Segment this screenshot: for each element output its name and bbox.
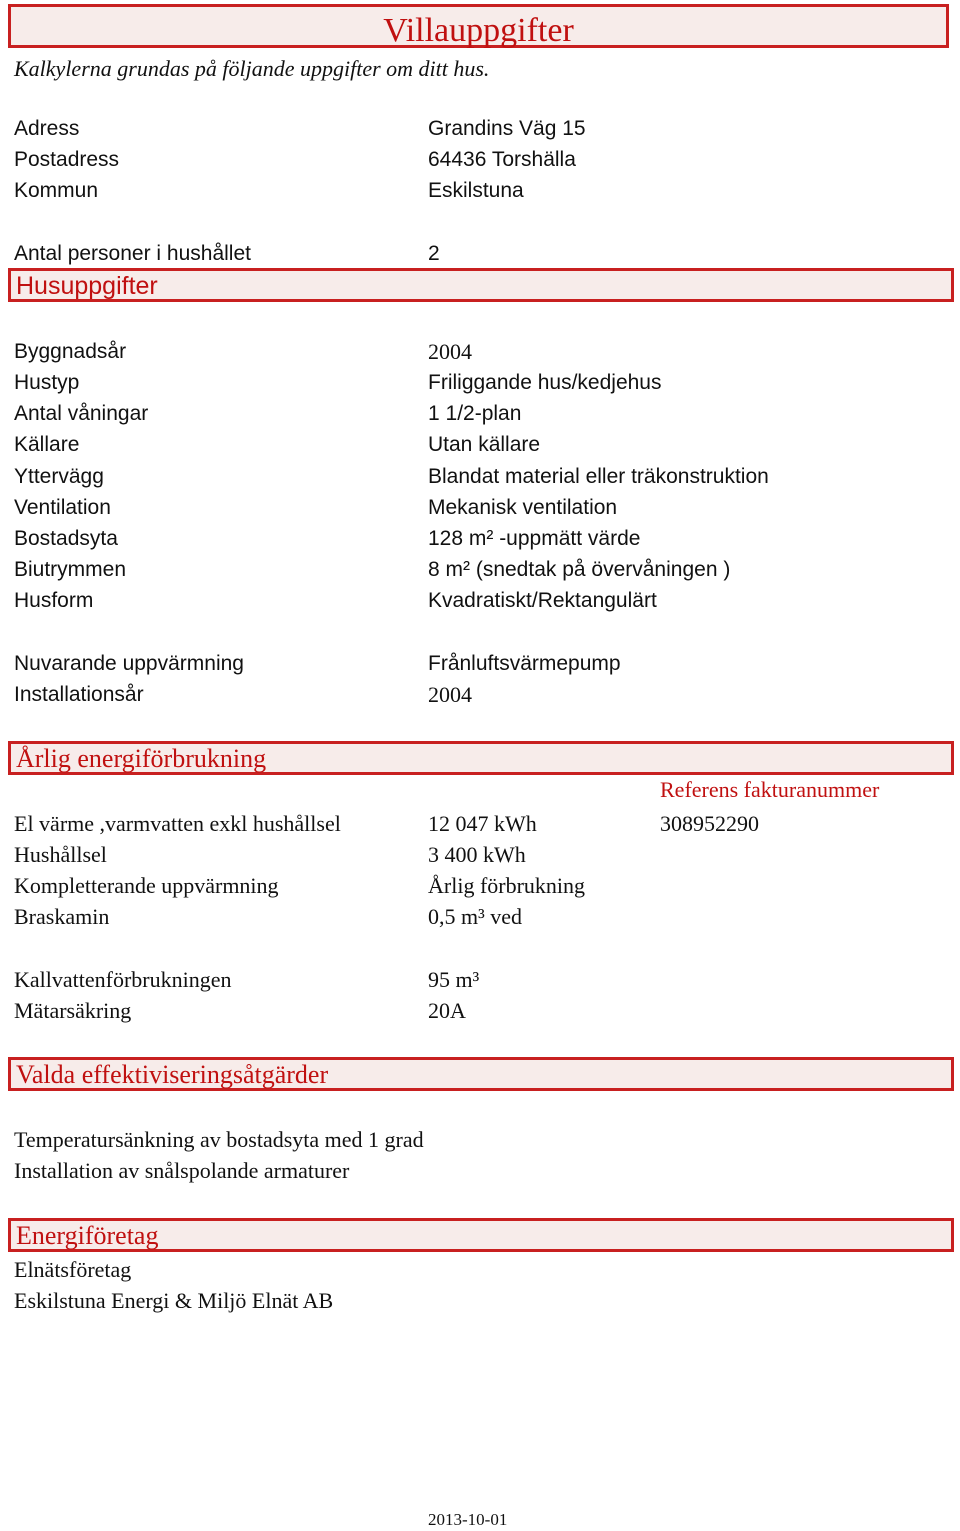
water-value: 95 m³ bbox=[428, 967, 480, 992]
house-row-value: 1 1/2-plan bbox=[428, 402, 522, 425]
section-company-header bbox=[8, 1218, 954, 1252]
house-row-value: Utan källare bbox=[428, 433, 541, 456]
section-house-header bbox=[8, 268, 954, 302]
house-row-label: Hustyp bbox=[14, 371, 80, 394]
measure-item: Installation av snålspolande armaturer bbox=[14, 1158, 350, 1183]
postal-address-label: Postadress bbox=[14, 148, 120, 171]
energy-row-label: Hushållsel bbox=[14, 842, 107, 867]
section-measures-header bbox=[8, 1057, 954, 1091]
document-date: 2013-10-01 bbox=[428, 1510, 508, 1529]
install-year-label: Installationsår bbox=[14, 683, 144, 706]
reference-header: Referens fakturanummer bbox=[660, 777, 880, 802]
grid-company-label: Elnätsföretag bbox=[14, 1257, 132, 1282]
title-banner bbox=[8, 4, 949, 48]
section-energy-header bbox=[8, 741, 954, 775]
grid-company-name: Eskilstuna Energi & Miljö Elnät AB bbox=[14, 1288, 334, 1313]
energy-row-value: Årlig förbrukning bbox=[428, 873, 586, 898]
municipality-value: Eskilstuna bbox=[428, 179, 524, 202]
house-row-label: Biutrymmen bbox=[14, 558, 127, 581]
address-value: Grandins Väg 15 bbox=[428, 117, 586, 140]
house-row-label: Husform bbox=[14, 589, 94, 612]
house-row-value: Blandat material eller träkonstruktion bbox=[428, 465, 769, 488]
energy-row-label: Braskamin bbox=[14, 904, 110, 929]
section-measures-title: Valda effektiviseringsåtgärder bbox=[16, 1060, 329, 1089]
house-row-value: 128 m² -uppmätt värde bbox=[428, 527, 641, 550]
house-row-value: Friliggande hus/kedjehus bbox=[428, 371, 662, 394]
house-row-label: Källare bbox=[14, 433, 80, 456]
address-label: Adress bbox=[14, 117, 80, 140]
house-row-label: Byggnadsår bbox=[14, 340, 127, 363]
section-company-title: Energiföretag bbox=[16, 1221, 159, 1250]
heating-value: Frånluftsvärmepump bbox=[428, 652, 621, 675]
house-row-label: Ventilation bbox=[14, 496, 111, 519]
water-label: Kallvattenförbrukningen bbox=[14, 967, 232, 992]
section-house-title: Husuppgifter bbox=[16, 272, 158, 300]
municipality-label: Kommun bbox=[14, 179, 99, 202]
house-row-label: Bostadsyta bbox=[14, 527, 118, 550]
section-energy-title: Årlig energiförbrukning bbox=[16, 744, 267, 773]
house-row-value: Mekanisk ventilation bbox=[428, 496, 618, 519]
house-row-label: Yttervägg bbox=[14, 465, 104, 488]
energy-row-label: El värme ,varmvatten exkl hushållsel bbox=[14, 811, 341, 836]
persons-label: Antal personer i hushållet bbox=[14, 242, 251, 265]
fuse-label: Mätarsäkring bbox=[14, 998, 132, 1023]
energy-row-value: 3 400 kWh bbox=[428, 842, 526, 867]
persons-value: 2 bbox=[428, 242, 440, 265]
energy-row-label: Kompletterande uppvärmning bbox=[14, 873, 279, 898]
postal-address-value: 64436 Torshälla bbox=[428, 148, 576, 171]
page-title: Villauppgifter bbox=[383, 12, 574, 49]
install-year-value: 2004 bbox=[428, 682, 472, 707]
house-row-value: 2004 bbox=[428, 339, 472, 364]
fuse-value: 20A bbox=[428, 998, 466, 1023]
house-row-label: Antal våningar bbox=[14, 402, 149, 425]
measure-item: Temperatursänkning av bostadsyta med 1 grad bbox=[14, 1127, 424, 1152]
energy-row-value: 12 047 kWh bbox=[428, 811, 537, 836]
invoice-number: 308952290 bbox=[660, 811, 759, 836]
energy-row-value: 0,5 m³ ved bbox=[428, 904, 522, 929]
heating-label: Nuvarande uppvärmning bbox=[14, 652, 244, 675]
page-subtitle: Kalkylerna grundas på följande uppgifter om ditt hus. bbox=[14, 56, 490, 81]
house-row-value: Kvadratiskt/Rektangulärt bbox=[428, 589, 657, 612]
house-row-value: 8 m² (snedtak på övervåningen ) bbox=[428, 558, 731, 581]
